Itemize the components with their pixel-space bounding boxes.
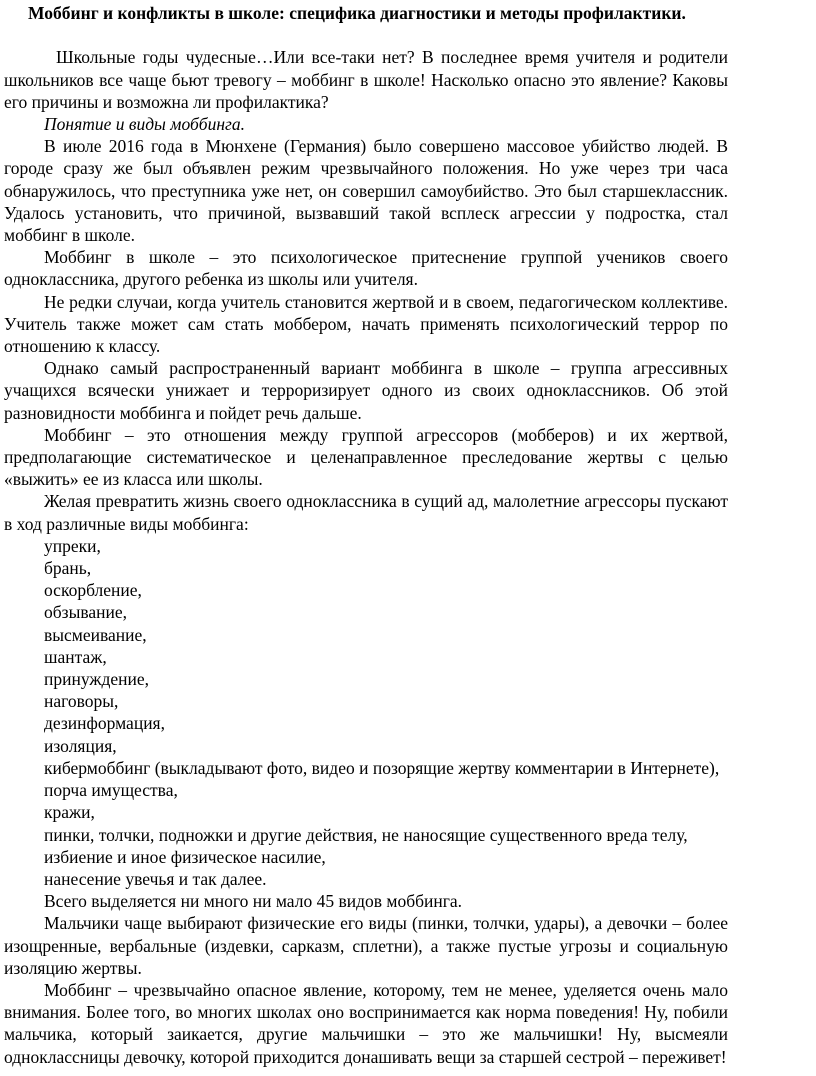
list-item: принуждение, — [44, 669, 149, 690]
list-item: упреки, — [44, 535, 101, 556]
list-item: обзывание, — [44, 602, 127, 623]
list-item: нанесение увечья и так далее. — [44, 868, 267, 889]
list-item: высмеивание, — [44, 624, 147, 645]
paragraph-common-variant: Однако самый распространенный вариант моббинга в школе – группа агрессивных учащихся всячески унижает и терроризирует одного из своих одноклассников. Об этой разновидности моббинга и пойдет речь дальше. — [4, 358, 728, 423]
blank-line — [4, 24, 728, 46]
list-item: кибермоббинг (выкладывают фото, видео и позорящие жертву комментарии в Интернете), — [44, 757, 720, 778]
list-item: шантаж, — [44, 646, 107, 667]
list-item: оскорбление, — [44, 580, 142, 601]
paragraph-danger: Моббинг – чрезвычайно опасное явление, которому, тем не менее, уделяется очень мало внимания. Более того, во многих школах оно воспринимается как норма поведения! Ну, побили мальчика, который заикается, другие мальчишки – это же мальчишки! Ну, высмеяли одноклассницы девочку, которой приходится донашивать вещи за старшей сестрой – переживет! — [4, 979, 728, 1067]
list-item: кражи, — [44, 802, 95, 823]
list-item: брань, — [44, 558, 92, 579]
section-heading: Понятие и виды моббинга. — [44, 114, 245, 134]
document-page — [4, 2, 728, 1068]
paragraph-gender-differences: Мальчики чаще выбирают физические его виды (пинки, толчки, удары), а девочки – более изощренные, вербальные (издевки, сарказм, сплетни), а также пустые угрозы и социальную изоляцию жертвы. — [4, 913, 728, 978]
paragraph-mobbing-definition: Моббинг в школе – это психологическое притеснение группой учеников своего одноклассника, другого ребенка из школы или учителя. — [4, 247, 728, 290]
mobbing-types-list — [4, 535, 728, 890]
list-item: избиение и иное физическое насилие, — [44, 846, 326, 867]
list-item: дезинформация, — [44, 713, 165, 734]
paragraph-relationship-definition: Моббинг – это отношения между группой агрессоров (мобберов) и их жертвой, предполагающие систематическое и целенаправленное преследование жертвы с целью «выжить» ее из класса или школы. — [4, 424, 728, 490]
paragraph-types-intro: Желая превратить жизнь своего одноклассника в сущий ад, малолетние агрессоры пускают в ход различные виды моббинга: — [4, 491, 728, 534]
list-item: наговоры, — [44, 691, 119, 712]
list-item: пинки, толчки, подножки и другие действия, не наносящие существенного вреда телу, — [44, 824, 688, 845]
paragraph-teacher-victim: Не редки случаи, когда учитель становится жертвой и в своем, педагогическом коллективе. Учитель также может сам стать моббером, начать применять психологический террор по отношению к классу. — [4, 291, 728, 357]
paragraph-munich-incident: В июле 2016 года в Мюнхене (Германия) было совершено массовое убийство людей. В городе сразу же был объявлен режим чрезвычайного положения. Но уже через три часа обнаружилось, что преступника уже нет, он совершил самоубийство. Это был старшеклассник. Удалось установить, что причиной, вызвавший такой всплеск агрессии у подростка, стал моббинг в школе. — [4, 136, 728, 246]
paragraph-types-count: Всего выделяется ни много ни мало 45 видов моббинга. — [44, 891, 463, 912]
list-item: изоляция, — [44, 735, 117, 756]
list-item: порча имущества, — [44, 780, 178, 801]
intro-paragraph: Школьные годы чудесные…Или все-таки нет? В последнее время учителя и родители школьников все чаще бьют тревогу – моббинг в школе! Насколько опасно это явление? Каковы его причины и возможна ли профилактика? — [4, 47, 728, 112]
document-title: Моббинг и конфликты в школе: специфика диагностики и методы профилактики. — [28, 3, 686, 23]
